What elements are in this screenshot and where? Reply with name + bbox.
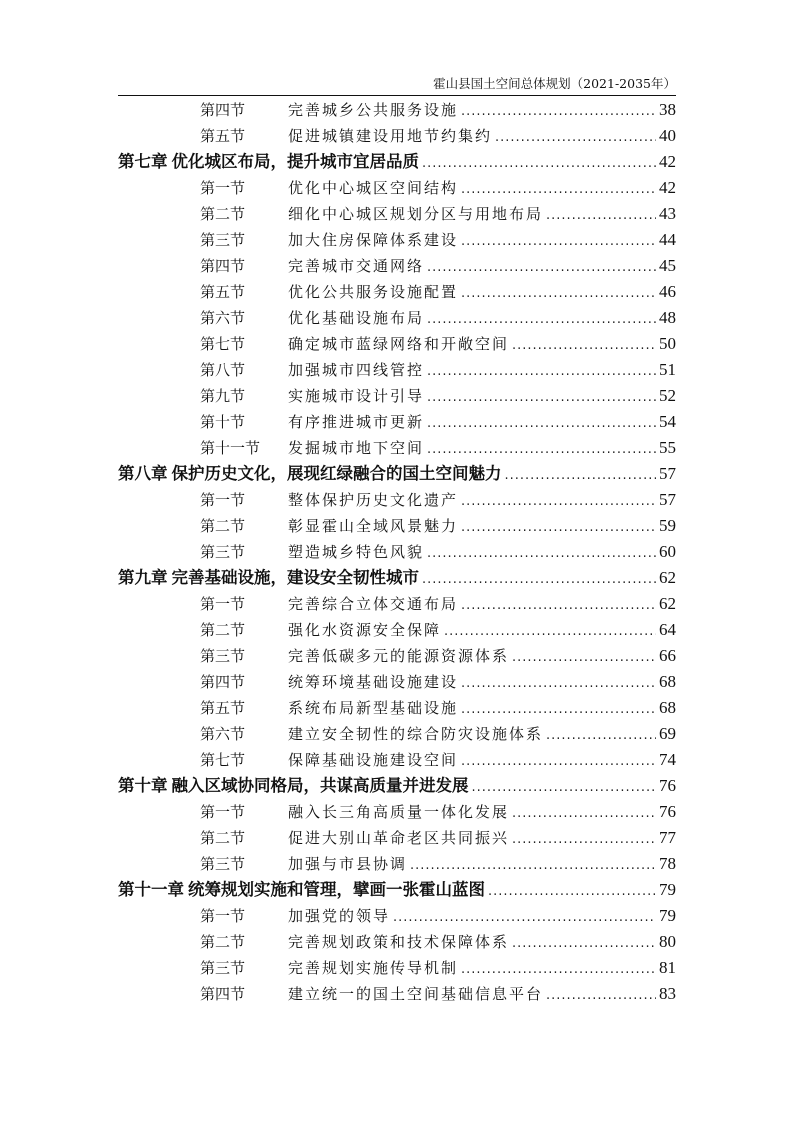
toc-entry-title: 完善综合立体交通布局 (288, 595, 459, 613)
toc-section-entry[interactable] (118, 799, 676, 825)
toc-entry-number: 第二节 (200, 829, 246, 847)
toc-entry-title: 彰显霍山全域风景魅力 (288, 517, 459, 535)
toc-section-entry[interactable] (118, 435, 676, 461)
toc-page-number: 52 (659, 386, 676, 405)
toc-entry-number: 第五节 (200, 699, 246, 717)
toc-section-entry[interactable] (118, 357, 676, 383)
toc-chapter-entry[interactable] (118, 565, 676, 591)
toc-dot-leader (461, 671, 656, 697)
toc-section-entry[interactable] (118, 305, 676, 331)
toc-dot-leader (427, 255, 656, 281)
toc-dot-leader (461, 593, 656, 619)
toc-page-number: 79 (659, 880, 676, 899)
toc-dot-leader (393, 905, 656, 931)
toc-entry-number: 第十一节 (200, 439, 261, 457)
toc-entry-title: 加大住房保障体系建设 (288, 231, 459, 249)
toc-dot-leader (546, 203, 656, 229)
toc-page-number: 42 (659, 152, 676, 171)
toc-entry-number: 第二节 (200, 205, 246, 223)
toc-entry-number: 第二节 (200, 621, 246, 639)
toc-entry-title: 有序推进城市更新 (288, 413, 425, 431)
toc-dot-leader (512, 333, 656, 359)
toc-dot-leader (546, 723, 656, 749)
toc-page-number: 57 (659, 464, 676, 483)
toc-entry-number: 第二节 (200, 517, 246, 535)
toc-page-number: 74 (659, 750, 676, 769)
toc-section-entry[interactable] (118, 981, 676, 1007)
toc-page-number: 44 (659, 230, 676, 249)
toc-page-number: 54 (659, 412, 676, 431)
toc-page-number: 83 (659, 984, 676, 1003)
toc-page-number: 46 (659, 282, 676, 301)
toc-dot-leader (444, 619, 656, 645)
toc-entry-title: 细化中心城区规划分区与用地布局 (288, 205, 544, 223)
toc-entry-number: 第七章 (118, 152, 168, 171)
toc-section-entry[interactable] (118, 695, 676, 721)
toc-entry-number: 第一节 (200, 803, 246, 821)
toc-section-entry[interactable] (118, 97, 676, 123)
header-rule (118, 95, 676, 96)
toc-entry-title: 加强城市四线管控 (288, 361, 425, 379)
toc-page-number: 60 (659, 542, 676, 561)
toc-dot-leader (512, 931, 656, 957)
toc-section-entry[interactable] (118, 227, 676, 253)
toc-entry-title: 完善规划实施传导机制 (288, 959, 459, 977)
toc-page-number: 48 (659, 308, 676, 327)
toc-dot-leader (427, 411, 656, 437)
toc-entry-number: 第九章 (118, 568, 168, 587)
toc-dot-leader (472, 775, 657, 801)
toc-section-entry[interactable] (118, 617, 676, 643)
toc-page-number: 80 (659, 932, 676, 951)
toc-entry-title: 建立统一的国土空间基础信息平台 (288, 985, 544, 1003)
toc-page-number: 57 (659, 490, 676, 509)
toc-entry-number: 第四节 (200, 985, 246, 1003)
toc-section-entry[interactable] (118, 643, 676, 669)
toc-entry-number: 第三节 (200, 543, 246, 561)
toc-dot-leader (410, 853, 656, 879)
toc-dot-leader (461, 229, 656, 255)
toc-chapter-entry[interactable] (118, 877, 676, 903)
toc-entry-number: 第八章 (118, 464, 168, 483)
toc-entry-number: 第四节 (200, 673, 246, 691)
toc-dot-leader (488, 879, 656, 905)
toc-section-entry[interactable] (118, 175, 676, 201)
toc-chapter-entry[interactable] (118, 773, 676, 799)
toc-dot-leader (427, 307, 656, 333)
toc-dot-leader (505, 463, 657, 489)
toc-entry-number: 第八节 (200, 361, 246, 379)
toc-entry-title: 加强与市县协调 (288, 855, 408, 873)
toc-page-number: 55 (659, 438, 676, 457)
toc-entry-number: 第三节 (200, 647, 246, 665)
toc-page-number: 78 (659, 854, 676, 873)
toc-page-number: 43 (659, 204, 676, 223)
toc-dot-leader (546, 983, 656, 1009)
toc-entry-number: 第七节 (200, 751, 246, 769)
toc-entry-number: 第七节 (200, 335, 246, 353)
toc-entry-number: 第一节 (200, 491, 246, 509)
toc-entry-number: 第三节 (200, 959, 246, 977)
toc-dot-leader (427, 385, 656, 411)
toc-entry-title: 优化基础设施布局 (288, 309, 425, 327)
toc-entry-title: 保障基础设施建设空间 (288, 751, 459, 769)
toc-entry-title: 保护历史文化，展现红绿融合的国土空间魅力 (171, 464, 502, 483)
toc-entry-number: 第十章 (118, 776, 168, 795)
toc-section-entry[interactable] (118, 123, 676, 149)
toc-page-number: 45 (659, 256, 676, 275)
toc-entry-title: 完善基础设施，建设安全韧性城市 (171, 568, 419, 587)
toc-section-entry[interactable] (118, 747, 676, 773)
toc-dot-leader (512, 801, 656, 827)
toc-section-entry[interactable] (118, 903, 676, 929)
toc-entry-title: 优化城区布局，提升城市宜居品质 (171, 152, 419, 171)
toc-page-number: 77 (659, 828, 676, 847)
toc-entry-number: 第五节 (200, 283, 246, 301)
toc-entry-number: 第四节 (200, 101, 246, 119)
toc-dot-leader (461, 957, 656, 983)
toc-page-number: 40 (659, 126, 676, 145)
toc-section-entry[interactable] (118, 201, 676, 227)
toc-page-number: 64 (659, 620, 676, 639)
toc-entry-number: 第三节 (200, 231, 246, 249)
toc-entry-title: 融入长三角高质量一体化发展 (288, 803, 510, 821)
toc-entry-number: 第十一章 (118, 880, 184, 899)
toc-entry-title: 统筹规划实施和管理，擘画一张霍山蓝图 (188, 880, 485, 899)
toc-dot-leader (461, 281, 656, 307)
toc-section-entry[interactable] (118, 253, 676, 279)
toc-dot-leader (427, 437, 656, 463)
toc-entry-title: 完善规划政策和技术保障体系 (288, 933, 510, 951)
toc-dot-leader (461, 177, 656, 203)
toc-entry-title: 完善低碳多元的能源资源体系 (288, 647, 510, 665)
toc-page-number: 68 (659, 672, 676, 691)
toc-entry-number: 第九节 (200, 387, 246, 405)
toc-entry-title: 强化水资源安全保障 (288, 621, 442, 639)
toc-section-entry[interactable] (118, 539, 676, 565)
toc-dot-leader (461, 515, 656, 541)
toc-page-number: 69 (659, 724, 676, 743)
running-header: 霍山县国土空间总体规划（2021-2035年） (433, 76, 676, 91)
toc-section-entry[interactable] (118, 669, 676, 695)
toc-dot-leader (495, 125, 656, 151)
toc-entry-number: 第十节 (200, 413, 246, 431)
toc-page-number: 68 (659, 698, 676, 717)
table-of-contents (118, 97, 676, 1007)
toc-section-entry[interactable] (118, 409, 676, 435)
toc-dot-leader (461, 99, 656, 125)
toc-entry-number: 第一节 (200, 907, 246, 925)
toc-page-number: 62 (659, 568, 676, 587)
toc-dot-leader (512, 645, 656, 671)
toc-page-number: 81 (659, 958, 676, 977)
toc-entry-title: 系统布局新型基础设施 (288, 699, 459, 717)
toc-entry-title: 完善城市交通网络 (288, 257, 425, 275)
toc-dot-leader (461, 749, 656, 775)
toc-entry-title: 塑造城乡特色风貌 (288, 543, 425, 561)
toc-entry-title: 确定城市蓝绿网络和开敞空间 (288, 335, 510, 353)
toc-page-number: 38 (659, 100, 676, 119)
toc-entry-number: 第四节 (200, 257, 246, 275)
toc-page-number: 51 (659, 360, 676, 379)
toc-section-entry[interactable] (118, 591, 676, 617)
toc-chapter-entry[interactable] (118, 149, 676, 175)
toc-entry-title: 促进大别山革命老区共同振兴 (288, 829, 510, 847)
toc-section-entry[interactable] (118, 929, 676, 955)
toc-entry-number: 第五节 (200, 127, 246, 145)
toc-section-entry[interactable] (118, 955, 676, 981)
toc-dot-leader (427, 541, 656, 567)
toc-entry-title: 实施城市设计引导 (288, 387, 425, 405)
toc-section-entry[interactable] (118, 487, 676, 513)
toc-entry-title: 融入区域协同格局，共谋高质量并进发展 (171, 776, 469, 795)
toc-dot-leader (461, 697, 656, 723)
toc-section-entry[interactable] (118, 513, 676, 539)
toc-dot-leader (427, 359, 656, 385)
toc-entry-title: 统筹环境基础设施建设 (288, 673, 459, 691)
toc-page-number: 59 (659, 516, 676, 535)
toc-entry-title: 加强党的领导 (288, 907, 391, 925)
toc-page-number: 42 (659, 178, 676, 197)
toc-page-number: 62 (659, 594, 676, 613)
toc-section-entry[interactable] (118, 825, 676, 851)
toc-entry-title: 完善城乡公共服务设施 (288, 101, 459, 119)
toc-entry-title: 促进城镇建设用地节约集约 (288, 127, 493, 145)
toc-entry-title: 发掘城市地下空间 (288, 439, 425, 457)
toc-page-number: 50 (659, 334, 676, 353)
toc-page-number: 79 (659, 906, 676, 925)
toc-section-entry[interactable] (118, 851, 676, 877)
toc-dot-leader (422, 567, 656, 593)
toc-section-entry[interactable] (118, 331, 676, 357)
toc-section-entry[interactable] (118, 279, 676, 305)
toc-dot-leader (461, 489, 656, 515)
toc-page-number: 76 (659, 776, 676, 795)
toc-dot-leader (422, 151, 656, 177)
toc-section-entry[interactable] (118, 383, 676, 409)
toc-entry-number: 第二节 (200, 933, 246, 951)
toc-entry-number: 第六节 (200, 725, 246, 743)
toc-entry-number: 第一节 (200, 595, 246, 613)
toc-entry-title: 整体保护历史文化遗产 (288, 491, 459, 509)
toc-dot-leader (512, 827, 656, 853)
toc-section-entry[interactable] (118, 721, 676, 747)
toc-page-number: 76 (659, 802, 676, 821)
toc-chapter-entry[interactable] (118, 461, 676, 487)
toc-entry-title: 建立安全韧性的综合防灾设施体系 (288, 725, 544, 743)
toc-page-number: 66 (659, 646, 676, 665)
toc-entry-number: 第六节 (200, 309, 246, 327)
toc-entry-number: 第一节 (200, 179, 246, 197)
toc-entry-title: 优化中心城区空间结构 (288, 179, 459, 197)
toc-entry-number: 第三节 (200, 855, 246, 873)
toc-entry-title: 优化公共服务设施配置 (288, 283, 459, 301)
